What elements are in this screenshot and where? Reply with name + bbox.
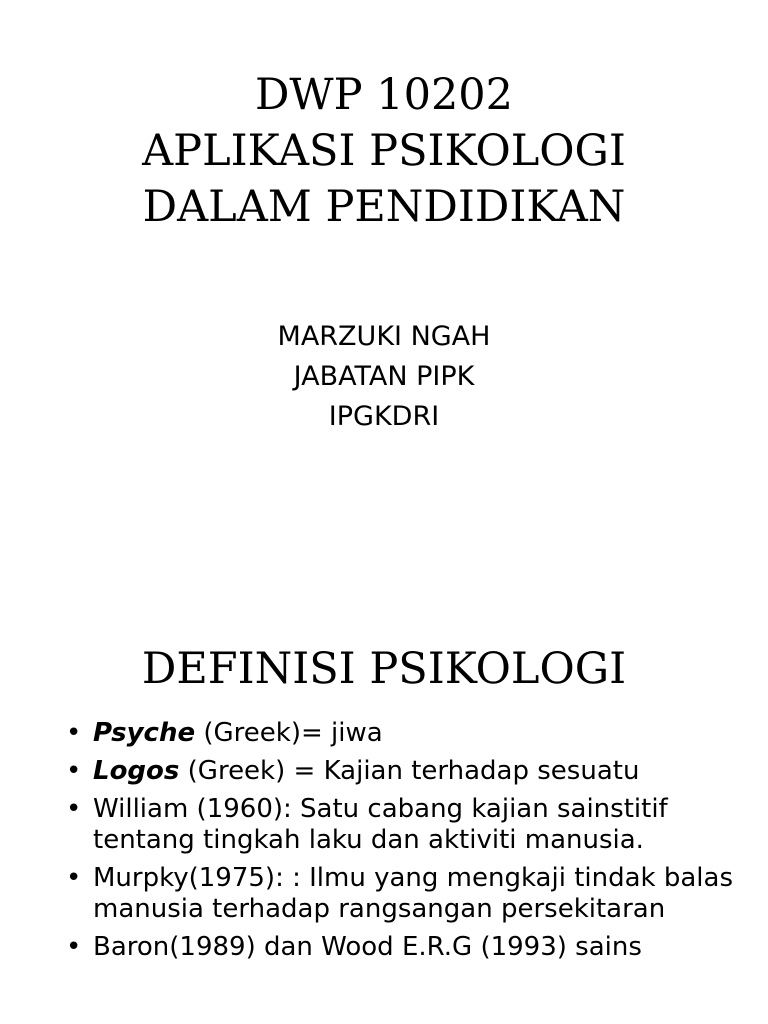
list-item-text: (Greek)= jiwa: [195, 718, 383, 748]
term-label: Logos: [93, 756, 180, 786]
list-item-text: (Greek) = Kajian terhadap sesuatu: [179, 756, 640, 786]
list-item: [66, 718, 746, 749]
author-name: MARZUKI NGAH: [277, 321, 491, 352]
author-department: JABATAN PIPK: [293, 361, 475, 392]
author-institution: IPGKDRI: [328, 401, 440, 432]
list-item-text: Murpky(1975): : Ilmu yang mengkaji tindak balas manusia terhadap rangsangan persekitaran: [93, 863, 733, 924]
list-item: [66, 932, 746, 963]
course-title-line-2: DALAM PENDIDIKAN: [142, 182, 626, 232]
bullet-icon: •: [66, 756, 82, 786]
slide-title: DEFINISI PSIKOLOGI: [141, 644, 627, 694]
bullet-icon: •: [66, 718, 82, 748]
course-code: DWP 10202: [254, 70, 514, 120]
bullet-icon: •: [66, 863, 82, 893]
list-item: [66, 756, 746, 787]
list-item: [66, 794, 746, 856]
bullet-icon: •: [66, 932, 82, 962]
definition-list: [66, 718, 746, 970]
list-item-text: Baron(1989) dan Wood E.R.G (1993) sains: [93, 932, 642, 962]
course-title-line-1: APLIKASI PSIKOLOGI: [142, 126, 626, 176]
bullet-icon: •: [66, 794, 82, 824]
term-label: Psyche: [93, 718, 196, 748]
list-item: [66, 863, 746, 925]
list-item-text: William (1960): Satu cabang kajian sainstitif tentang tingkah laku dan aktiviti manusia.: [93, 794, 668, 855]
